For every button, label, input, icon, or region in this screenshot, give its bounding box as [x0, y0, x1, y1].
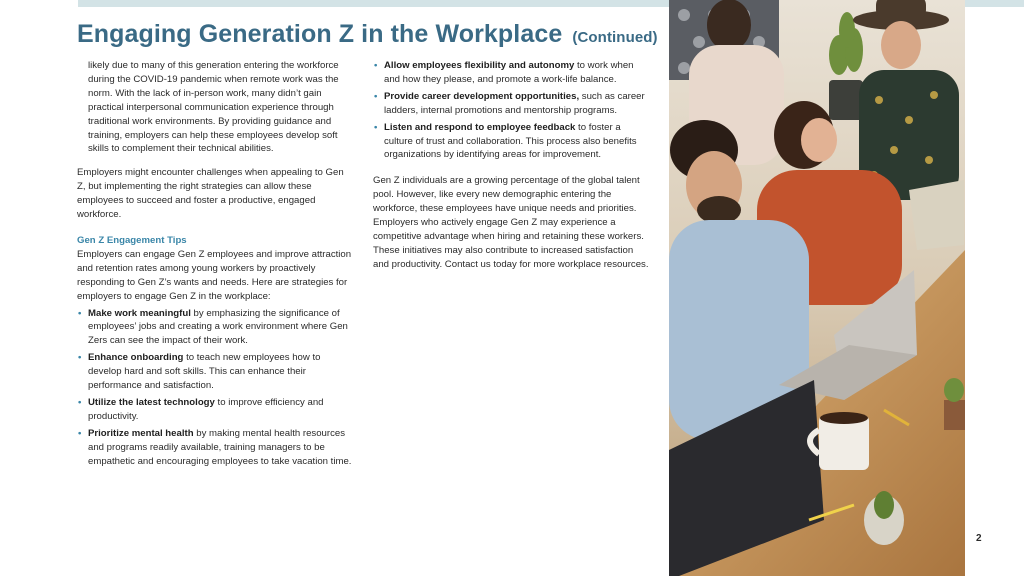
title-main: Engaging Generation Z in the Workplace [77, 20, 563, 48]
page-title [77, 20, 658, 49]
list-item [373, 59, 649, 87]
bullet-bold: Utilize the latest technology [88, 396, 215, 408]
bullet-bold: Listen and respond to employee feedback [384, 121, 576, 133]
strategies-paragraph: Employers can engage Gen Z employees and improve attraction and retention rates among young workers by proactively responding to Gen Z’s wants and needs. Here are strategies for employers to engage Gen Z in the workplace: [77, 248, 352, 302]
bullet-bold: Prioritize mental health [88, 427, 194, 439]
bullet-icon: • [78, 307, 82, 319]
bullet-icon: • [78, 352, 82, 364]
bullet-icon: • [374, 90, 378, 102]
bullet-text: to teach new employees how to develop hard and soft skills. This can enhance their performance and satisfaction. [88, 352, 321, 392]
bullet-text: by emphasizing the significance of employees’ jobs and creating a work environment where Gen Zers can see the impact of their work. [88, 307, 348, 347]
closing-paragraph: Gen Z individuals are a growing percentage of the global talent pool. However, like every new demographic entering the workforce, these employees have unique needs and priorities. Employers who actively engage Gen Z may experience a competitive advantage when hiring and retaining these workers. These initiatives may also contribute to increased satisfaction and productivity. Contact us today for more workplace resources. [373, 175, 649, 270]
bullet-text: by making mental health resources and programs readily available, training managers to be empathetic and encouraging employees to take vacation time. [88, 427, 352, 467]
bullet-icon: • [78, 396, 82, 408]
list-item [373, 121, 649, 163]
list-item [77, 427, 353, 469]
title-continued: (Continued) [572, 29, 658, 46]
bullet-bold: Make work meaningful [88, 307, 191, 319]
bullet-icon: • [374, 60, 378, 71]
page-number: 2 [976, 533, 982, 544]
right-column [373, 59, 649, 282]
list-item [77, 351, 353, 393]
left-column [77, 59, 353, 471]
bullet-text: to improve efficiency and productivity. [88, 396, 324, 422]
intro-continued-paragraph: likely due to many of this generation entering the workforce during the COVID-19 pandemic when remote work was the norm. With the lack of in-person work, many didn’t gain practical interpersonal communication experience through traditional work environments. By providing guidance and training, employers can help these employees develop soft skills to complement their technical abilities. [88, 60, 339, 155]
list-item [373, 90, 649, 118]
office-team-photo [669, 0, 965, 576]
list-item [77, 396, 353, 424]
bullet-icon: • [374, 121, 378, 133]
bullet-bold: Allow employees flexibility and autonomy [384, 60, 575, 71]
list-item [77, 307, 353, 349]
bullet-text: to foster a culture of trust and collaboration. This process also benefits organizations by identifying areas for improvement. [384, 121, 637, 161]
left-bullet-list [77, 307, 353, 469]
bullet-icon: • [78, 427, 82, 439]
bullet-bold: Enhance onboarding [88, 352, 184, 364]
bullet-bold: Provide career development opportunities, [384, 90, 580, 102]
bullet-text: to work when and how they please, and promote a work-life balance. [384, 60, 634, 85]
bullet-text: such as career ladders, internal promotions and mentorship programs. [384, 90, 645, 116]
right-bullet-list [373, 59, 649, 162]
challenges-paragraph: Employers might encounter challenges when appealing to Gen Z, but implementing the right strategies can allow these employees to succeed and foster a productive, engaged workforce. [77, 167, 344, 221]
section-heading: Gen Z Engagement Tips [77, 234, 187, 246]
